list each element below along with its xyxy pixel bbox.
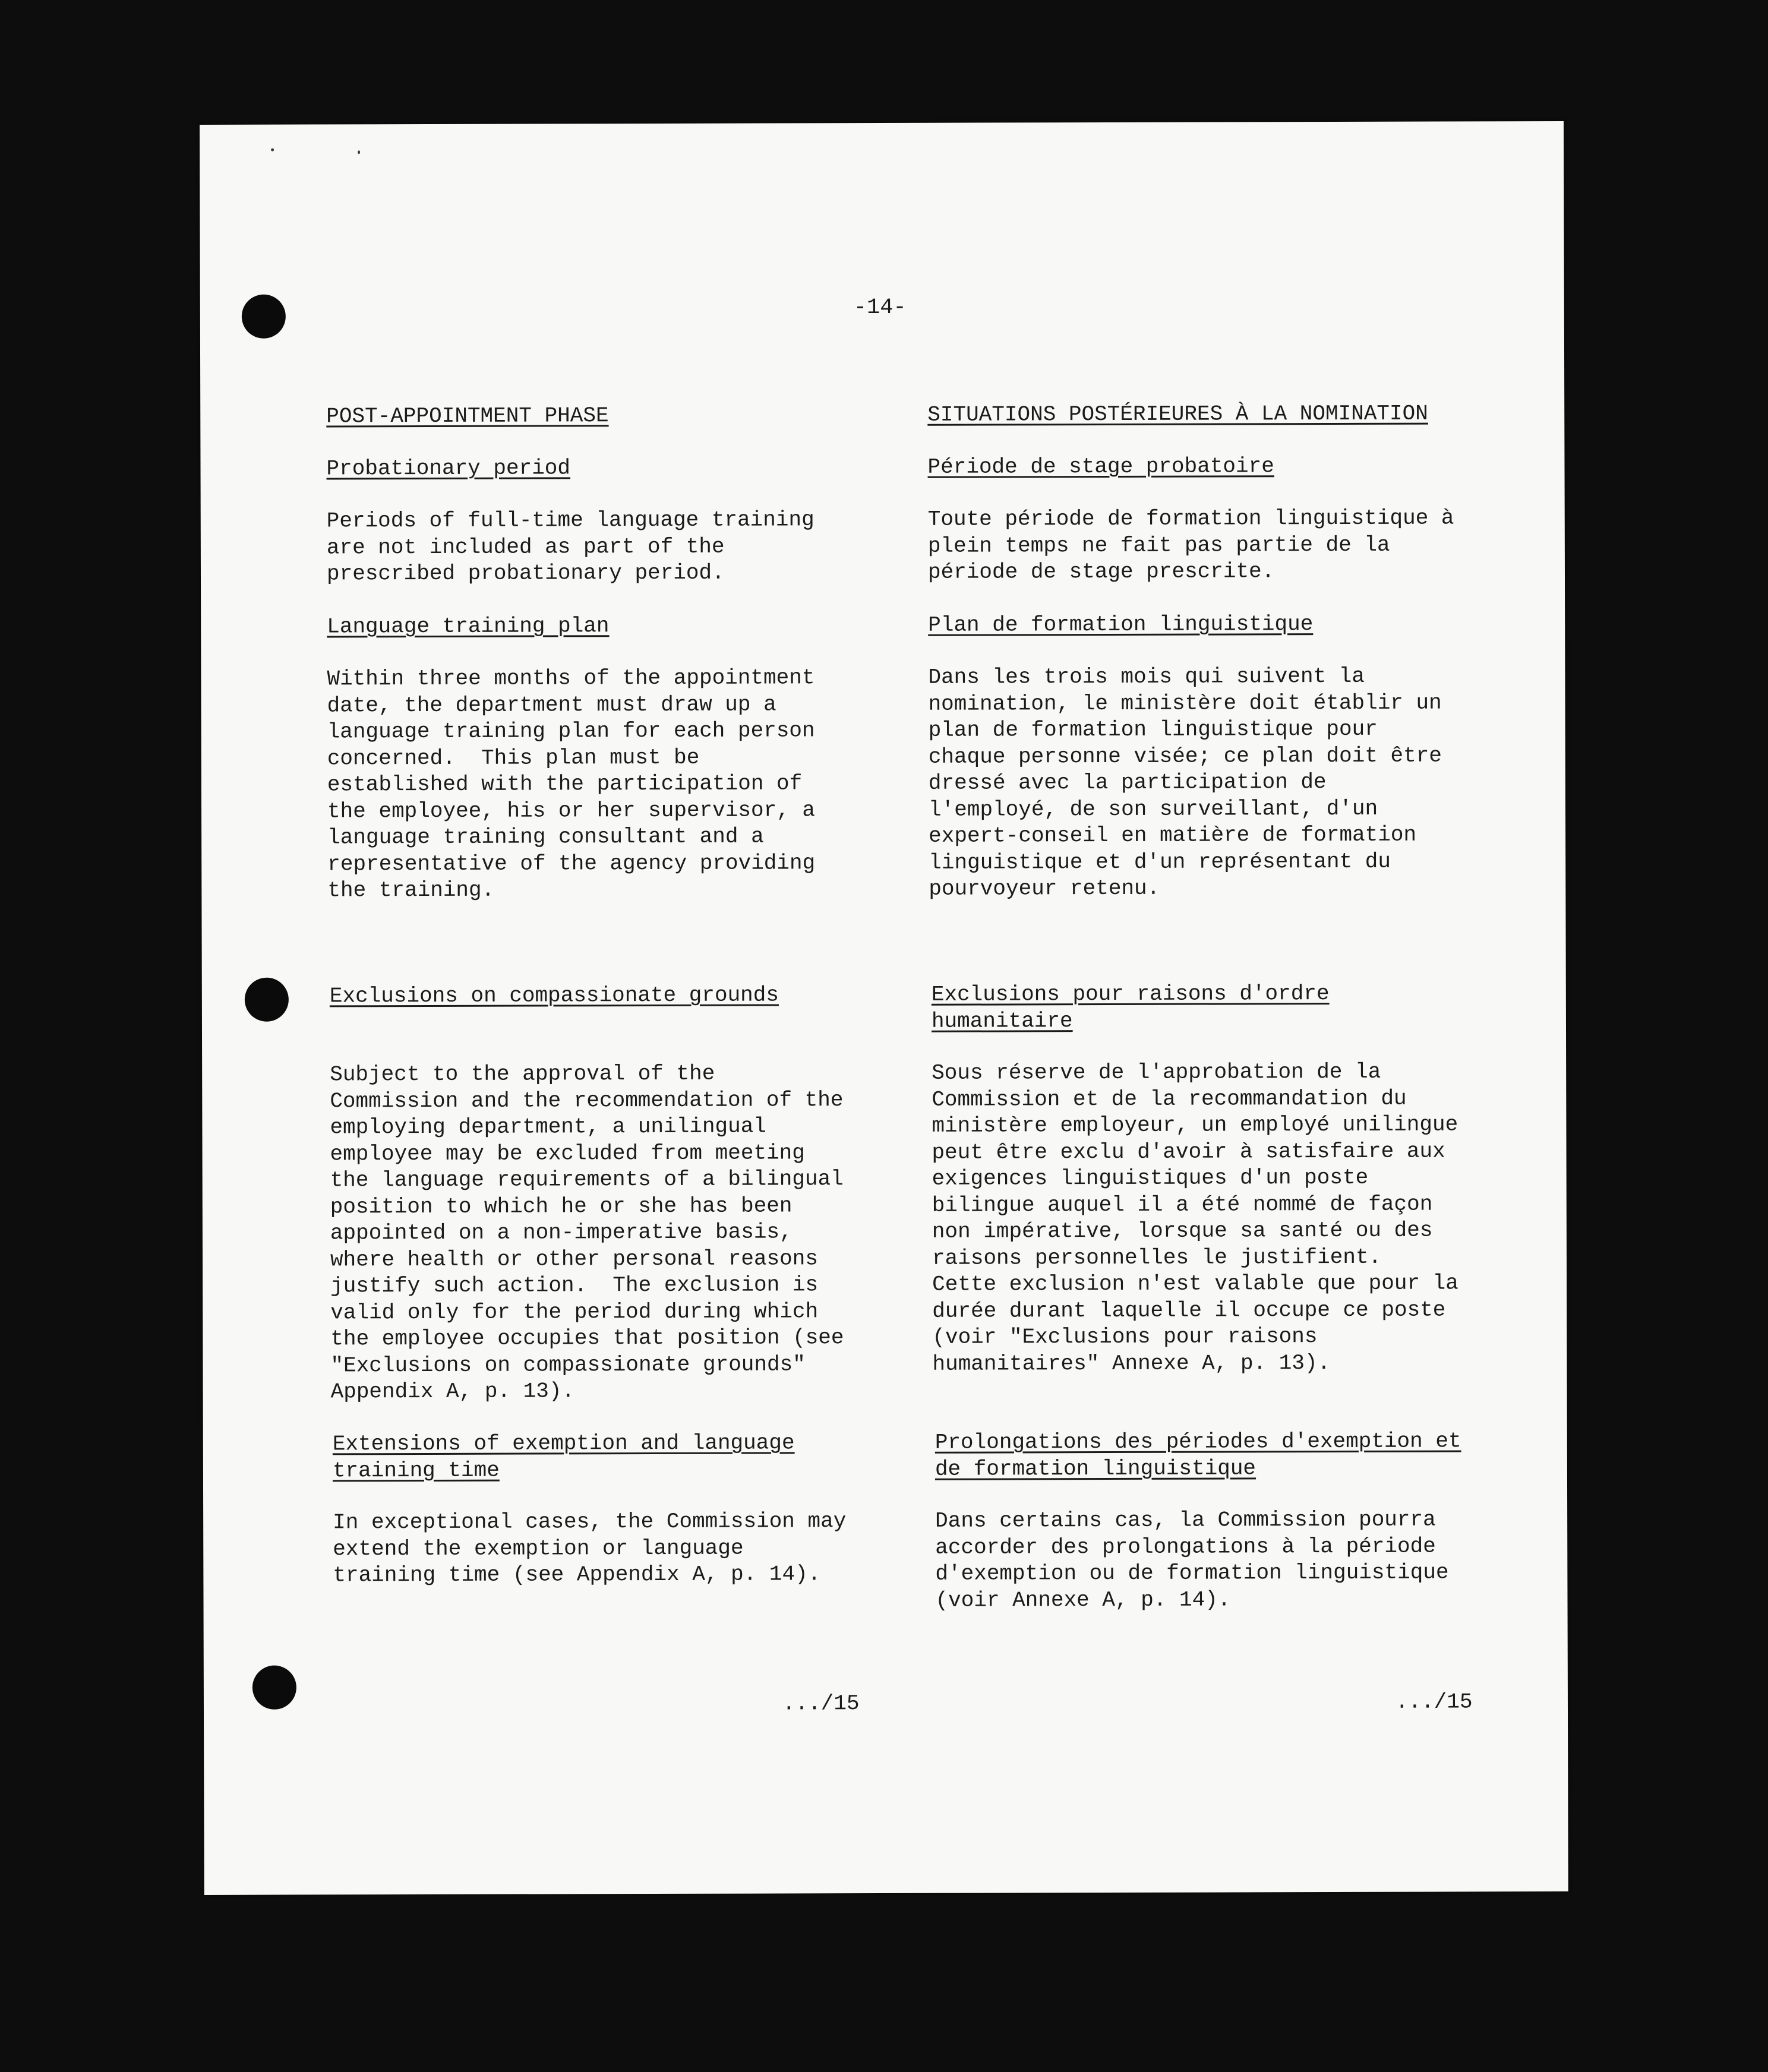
speck bbox=[271, 149, 274, 151]
punch-hole-bottom bbox=[252, 1666, 296, 1710]
fr-plan-heading: Plan de formation linguistique bbox=[928, 612, 1314, 637]
en-plan-body: Within three months of the appointment date, the department must draw up a language training plan for each person concerned. This plan must be established with the participation of the employee, his or her supervisor, a language training consultant and a representative of the agency providing the training. bbox=[327, 665, 816, 903]
fr-continued-marker: .../15 bbox=[1395, 1689, 1473, 1714]
en-continued-marker: .../15 bbox=[782, 1691, 860, 1716]
fr-exclusions-body: Sous réserve de l'approbation de la Commission et de la recommandation du ministère employeur, un employé unilingue peut être exclu d'avoir à satisfaire aux exigences linguistiques d'un poste bilingue auquel il a été nommé de façon non impérative, lorsque sa santé ou des raisons personnelles le justifient. Cette exclusion n'est valable que pour la durée durant laquelle il occupe ce poste (voir "Exclusions pour raisons humanitaires" Annexe A, p. 13). bbox=[932, 1059, 1458, 1376]
en-exclusions-heading: Exclusions on compassionate grounds bbox=[329, 983, 779, 1009]
punch-hole-top bbox=[242, 295, 286, 339]
paper-page bbox=[200, 121, 1568, 1895]
punch-hole-middle bbox=[245, 978, 289, 1022]
en-extensions-heading: Extensions of exemption and language training time bbox=[332, 1430, 795, 1483]
en-probationary-body: Periods of full-time language training are not included as part of the prescribed probationary period. bbox=[326, 507, 814, 586]
fr-probationary-heading: Période de stage probatoire bbox=[927, 454, 1274, 479]
en-plan-heading: Language training plan bbox=[327, 614, 610, 639]
en-section-title: POST-APPOINTMENT PHASE bbox=[326, 403, 609, 429]
fr-exclusions-heading: Exclusions pour raisons d'ordre humanitaire bbox=[931, 981, 1330, 1034]
french-column bbox=[927, 400, 1522, 1613]
fr-section-title: SITUATIONS POSTÉRIEURES À LA NOMINATION bbox=[927, 401, 1428, 427]
fr-extensions-body: Dans certains cas, la Commission pourra accorder des prolongations à la période d'exemption ou de formation linguistique (voir Annexe A, p. 14). bbox=[935, 1507, 1449, 1613]
en-probationary-heading: Probationary period bbox=[326, 456, 571, 481]
en-extensions-body: In exceptional cases, the Commission may extend the exemption or language training time (see Appendix A, p. 14). bbox=[333, 1509, 847, 1588]
fr-extensions-heading: Prolongations des périodes d'exemption et de formation linguistique bbox=[934, 1429, 1461, 1482]
speck bbox=[358, 150, 360, 154]
english-column bbox=[326, 402, 921, 1588]
fr-plan-body: Dans les trois mois qui suivent la nomination, le ministère doit établir un plan de formation linguistique pour chaque personne visée; ce plan doit être dressé avec la participation de l'employé, de son surveillant, d'un expert-conseil en matière de formation linguistique et d'un représentant du pourvoyeur retenu. bbox=[928, 664, 1442, 901]
en-exclusions-body: Subject to the approval of the Commission and the recommendation of the employing department, a unilingual employee may be excluded from meeting the language requirements of a bilingual position to which he or she has been appointed on a non-imperative basis, where health or other personal reasons justify such action. The exclusion is valid only for the period during which the employee occupies that position (see "Exclusions on compassionate grounds" Appendix A, p. 13). bbox=[330, 1061, 844, 1404]
fr-probationary-body: Toute période de formation linguistique à plein temps ne fait pas partie de la période de stage prescrite. bbox=[927, 506, 1454, 585]
page-number: -14- bbox=[853, 295, 907, 321]
